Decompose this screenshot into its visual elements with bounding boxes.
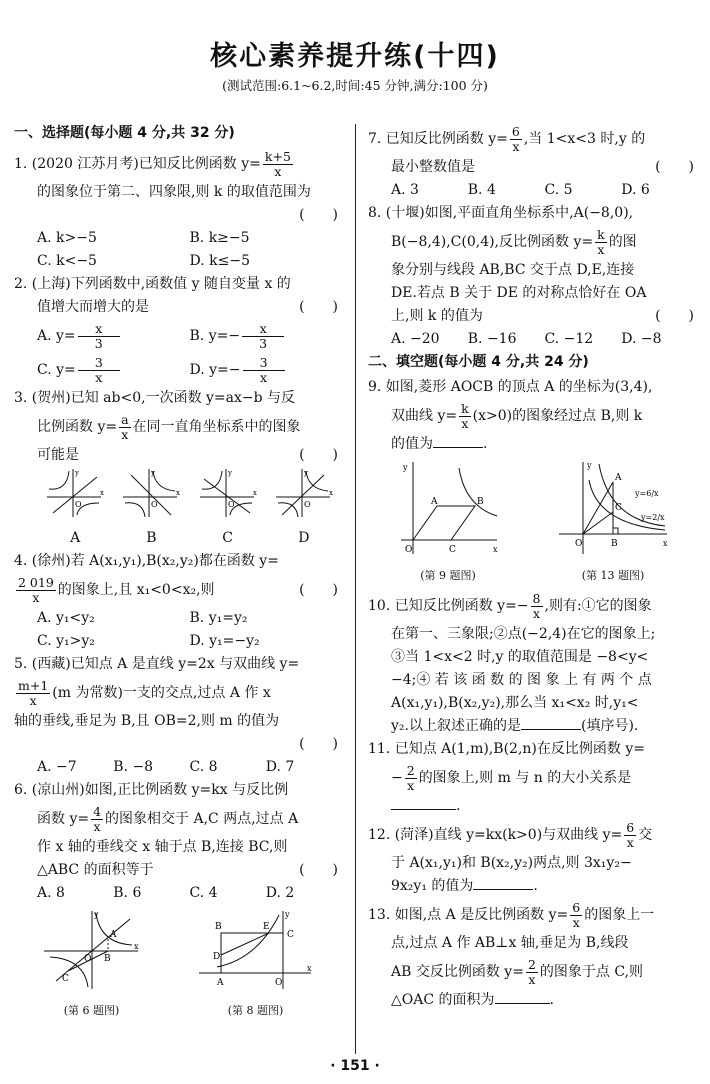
svg-text:x: x [133, 942, 139, 951]
svg-text:O: O [274, 978, 282, 988]
question-13: 13. 如图,点 A 是反比例函数 y= $\frac{6}{x}$ 的图象上一 点,过点 A 作 AB⊥x 轴,垂足为 B,线段 AB 交反比例函数 y= $\frac{2}{x}$ 的图象于点 C,则 △OAC 的面积为 . [368, 899, 655, 1008]
svg-text:x: x [663, 539, 668, 548]
q6-graph [42, 909, 142, 991]
svg-text:A: A [216, 978, 223, 988]
option-b[interactable]: B. k≥−5 [189, 230, 250, 246]
page-subtitle: (测试范围:6.1~6.2,时间:45 分钟,满分:100 分) [222, 78, 488, 93]
svg-text:O: O [227, 500, 235, 509]
question-5: 5. (西藏)已知点 A 是直线 y=2x 与双曲线 y= $\frac{m+1}{x}$ (m 为常数)一支的交点,过点 A 作 x 轴的垂线,垂足为 B,且 OB=2,则 m 的值为 ( ) A. −7 B. −8 C. 8 D. 7 [14, 653, 342, 779]
answer-blank[interactable] [521, 715, 581, 730]
svg-text:x: x [306, 964, 312, 973]
question-7: 7. 已知反比例函数 y= $\frac{6}{x}$ ,当 1<x<3 时,y 的 最小整数值是 ( ) A. 3 B. 4 C. 5 D. 6 [368, 122, 698, 202]
option-a[interactable]: A. −7 [37, 759, 77, 775]
answer-paren[interactable]: ( ) [299, 736, 338, 752]
option-d[interactable]: D. 6 [621, 182, 650, 198]
figure-q6: A B C O x y (第 6 题图) [42, 909, 142, 1022]
figure-q8: B E C D A O x y (第 8 题图) [197, 909, 315, 1022]
svg-text:O: O [575, 539, 583, 549]
option-b[interactable]: B. y₁=y₂ [189, 610, 248, 626]
answer-blank[interactable] [391, 795, 456, 810]
answer-paren[interactable]: ( ) [299, 299, 338, 315]
page-title: 核心素养提升练(十四) [210, 41, 500, 72]
graph-c-image [198, 467, 258, 519]
question-4: 4. (徐州)若 A(x₁,y₁),B(x₂,y₂)都在函数 y= $\frac{2 019}{x}$ 的图象上,且 x₁<0<x₂,则 ( ) A. y₁<y₂ B. y₁=y₂ C. y₁>y₂ D. y₁=−y₂ [14, 550, 342, 653]
question-2: 2. (上海)下列函数中,函数值 y 随自变量 x 的 值增大而增大的是 ( ) A. y= $\frac{x}{3}$ B. y=− $\frac{x}{3}$ C. y= $\frac{3}{x}$ D. y=− $\frac{3}{x}$ [14, 273, 342, 387]
svg-text:C: C [615, 503, 622, 513]
option-b[interactable]: B. −16 [467, 331, 517, 347]
answer-paren[interactable]: ( ) [655, 308, 694, 324]
option-b[interactable]: B. −8 [113, 759, 154, 775]
option-a[interactable]: A. −20 [391, 331, 440, 347]
option-c[interactable]: C. −12 [544, 331, 594, 347]
q9-graph [393, 460, 503, 556]
option-d[interactable]: D. y₁=−y₂ [189, 633, 260, 649]
answer-blank[interactable] [495, 989, 550, 1004]
graph-a-image [45, 467, 105, 519]
question-6: 6. (凉山州)如图,正比例函数 y=kx 与反比例 函数 y= $\frac{4}{x}$ 的图象相交于 A,C 两点,过点 A 作 x 轴的垂线交 x 轴于点 B,连接 BC,则 △ABC 的面积等于 ( ) A. 8 B. 6 C. 4 D. 2 A B C O x y (第 6 题图) B E C D A O x y (第 8 题图) [14, 779, 342, 1022]
option-d[interactable]: D. 2 [265, 885, 295, 901]
question-12: 12. (菏泽)直线 y=kx(k>0)与双曲线 y= $\frac{6}{x}$ 交 于 A(x₁,y₁)和 B(x₂,y₂)两点,则 3x₁y₂− 9x₂y₁ 的值为 . [368, 819, 653, 894]
option-d[interactable]: D. y=− $\frac{3}{x}$ [190, 353, 343, 387]
option-a[interactable]: A. y= $\frac{x}{3}$ [37, 319, 190, 353]
question-9: 9. 如图,菱形 AOCB 的顶点 A 的坐标为(3,4), 双曲线 y= $\frac{k}{x}$ (x>0)的图象经过点 B,则 k 的值为 . A B O C x y (第 9 题图) A C B O x y y=6/x y=2/x (第 13 题图) [368, 376, 698, 587]
graph-option-b[interactable]: O x y B [116, 467, 186, 550]
svg-text:C: C [449, 545, 456, 555]
svg-text:B: B [103, 954, 111, 964]
q8-graph [197, 909, 315, 991]
section-fill-title: 二、填空题(每小题 4 分,共 24 分) [368, 354, 589, 370]
option-d[interactable]: D. 7 [265, 759, 295, 775]
svg-text:y: y [75, 469, 80, 477]
option-b[interactable]: B. 6 [113, 885, 142, 901]
question-1: 1. (2020 江苏月考)已知反比例函数 y= $\frac{k+5}{x}$ 的图象位于第二、四象限,则 k 的取值范围为 ( ) A. k>−5 B. k≥−5 C. k<−5 D. k≤−5 [14, 147, 342, 273]
svg-text:D: D [212, 952, 220, 962]
svg-text:y: y [151, 469, 156, 477]
svg-text:x: x [100, 489, 105, 497]
svg-text:O: O [83, 954, 91, 964]
option-c[interactable]: C. y= $\frac{3}{x}$ [37, 353, 190, 387]
svg-text:O: O [303, 500, 311, 509]
figure-q9: A B O C x y (第 9 题图) [393, 460, 503, 587]
svg-text:x: x [328, 489, 333, 497]
option-c[interactable]: C. 4 [189, 885, 218, 901]
option-c[interactable]: C. y₁>y₂ [37, 633, 95, 649]
option-b[interactable]: B. 4 [467, 182, 496, 198]
right-column [368, 122, 698, 1012]
answer-paren[interactable]: ( ) [655, 159, 694, 175]
graph-option-a[interactable]: O x y A [40, 467, 110, 550]
svg-text:O: O [151, 500, 158, 509]
question-11: 11. 已知点 A(1,m),B(2,n)在反比例函数 y= − $\frac{2}{x}$ 的图象上,则 m 与 n 的大小关系是 . [368, 741, 645, 814]
option-c[interactable]: C. 8 [189, 759, 218, 775]
option-a[interactable]: A. k>−5 [37, 230, 97, 246]
option-a[interactable]: A. 8 [37, 885, 65, 901]
question-3: 3. (贺州)已知 ab<0,一次函数 y=ax−b 与反 比例函数 y= $\frac{a}{x}$ 在同一直角坐标系中的图象 可能是 ( ) O x y A O x y B O x y C O x y D [14, 387, 342, 550]
svg-text:A: A [431, 497, 438, 507]
svg-text:A: A [615, 473, 622, 483]
option-a[interactable]: A. y₁<y₂ [37, 610, 95, 626]
option-c[interactable]: C. 5 [544, 182, 573, 198]
svg-text:y=2/x: y=2/x [641, 513, 665, 522]
svg-text:x: x [493, 545, 498, 554]
question-8: 8. (十堰)如图,平面直角坐标系中,A(−8,0), B(−8,4),C(0,4),反比例函数 y= $\frac{k}{x}$ 的图 象分别与线段 AB,BC 交于点 D,E,连接 DE.若点 B 关于 DE 的对称点恰好在 OA 上,则 k 的值为 ( ) A. −20 B. −16 C. −12 D. −8 [368, 202, 698, 351]
svg-text:y: y [93, 910, 99, 919]
svg-text:y: y [303, 469, 308, 477]
option-d[interactable]: D. −8 [621, 331, 662, 347]
left-column [14, 122, 342, 1022]
column-divider [355, 124, 356, 1054]
answer-paren[interactable]: ( ) [299, 447, 338, 463]
section-choice-title: 一、选择题(每小题 4 分,共 32 分) [14, 125, 235, 141]
answer-paren[interactable]: ( ) [299, 207, 338, 223]
svg-text:y=6/x: y=6/x [635, 489, 659, 498]
option-c[interactable]: C. k<−5 [37, 253, 97, 269]
graph-option-c[interactable]: O x y C [193, 467, 263, 550]
page-number: · 151 · [330, 1058, 380, 1074]
svg-text:B: B [477, 497, 484, 507]
fraction: $\frac{k+5}{x}$ [264, 148, 291, 179]
svg-text:y: y [284, 910, 290, 919]
svg-text:E: E [262, 922, 270, 932]
graph-d-image [274, 467, 334, 519]
svg-text:C: C [286, 930, 294, 940]
figure-q13: A C B O x y y=6/x y=2/x (第 13 题图) [553, 460, 673, 587]
option-b[interactable]: B. y=− $\frac{x}{3}$ [190, 319, 343, 353]
q3-option-graphs [14, 467, 342, 550]
answer-blank[interactable] [433, 433, 483, 448]
svg-text:y: y [227, 469, 232, 477]
options [14, 227, 342, 250]
graph-b-image [121, 467, 181, 519]
answer-paren[interactable]: ( ) [299, 862, 338, 878]
svg-text:A: A [109, 930, 116, 940]
option-d[interactable]: D. k≤−5 [189, 253, 250, 269]
svg-text:y: y [587, 461, 592, 470]
svg-text:y: y [403, 463, 408, 472]
option-a[interactable]: A. 3 [391, 182, 419, 198]
svg-text:C: C [61, 974, 69, 984]
answer-blank[interactable] [473, 875, 533, 890]
answer-paren[interactable]: ( ) [299, 582, 338, 598]
q13-graph [553, 460, 673, 556]
svg-text:B: B [214, 922, 222, 932]
svg-text:O: O [405, 545, 413, 555]
graph-option-d[interactable]: O x y D [269, 467, 339, 550]
svg-text:x: x [176, 489, 181, 497]
svg-text:O: O [75, 500, 82, 509]
svg-text:x: x [252, 489, 257, 497]
question-10: 10. 已知反比例函数 y=− $\frac{8}{x}$ ,则有:①它的图象 在第一、三象限;②点(−2,4)在它的图象上; ③当 1<x<2 时,y 的取值范围是 −8<y< −4;④ 若 该 函 数 的 图 象 上 有 两 个 点 A(x₁,y₁),B(x₂,y₂),那么当 x₁<x₂ 时,y₁< y₂.以上叙述正确的是 (填序号). [368, 590, 656, 734]
svg-text:B: B [611, 539, 618, 549]
